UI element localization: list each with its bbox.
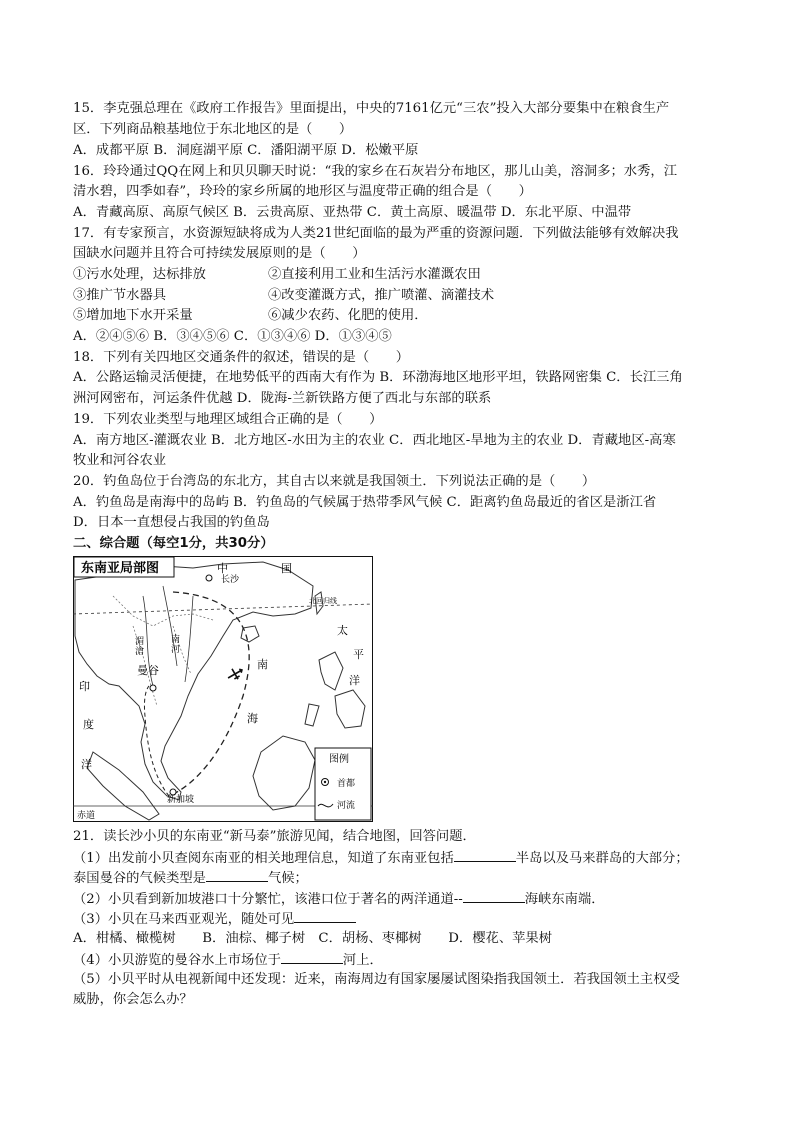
label-yin: 印 [79, 680, 90, 693]
q17-options: A．②④⑤⑥ B．③④⑤⑥ C．①③④⑥ D．①③④⑤ [73, 329, 392, 344]
q21-p4-text-b: 河上． [342, 953, 383, 968]
label-du: 度 [83, 718, 94, 731]
map-legend [315, 748, 371, 820]
q21-p1-text-b: 半岛以及马来群岛的大部分； [515, 851, 689, 866]
q17-item-5: ⑤增加地下水开采量 [73, 308, 193, 323]
q21-p4-text-a: （4）小贝游览的曼谷水上市场位于 [73, 953, 281, 968]
q21-p4-blank-river[interactable] [281, 950, 343, 964]
q21-part3 [73, 909, 356, 929]
q19-options-line2: 牧业和河谷农业 [73, 453, 167, 468]
q21-p2-text-b: 海峡东南端． [524, 892, 605, 907]
q15-stem-line2: 区．下列商品粮基地位于东北地区的是（ ） [73, 122, 353, 137]
q21-p3-blank-plants[interactable] [294, 909, 356, 923]
q16-options: A．青藏高原、高原气候区 B．云贵高原、亚热带 C．黄土高原、暖温带 D．东北平原、中温带 [73, 205, 632, 220]
q20-options-line1: A．钓鱼岛是南海中的岛屿 B．钓鱼岛的气候属于热带季风气候 C．距离钓鱼岛最近的省区是浙江省 [73, 495, 657, 510]
label-tropic: 北回归线 [309, 597, 337, 605]
q18-options-line1: A．公路运输灵活便捷，在地势低平的西南大有作为 B．环渤海地区地形平坦，铁路网密集 C．长江三角 [73, 370, 683, 385]
southeast-asia-map [73, 556, 373, 822]
legend-title: 图例 [329, 754, 349, 765]
q17-item-2: ②直接利用工业和生活污水灌溉农田 [268, 267, 481, 282]
q20-stem: 20．钓鱼岛位于台湾岛的东北方，其自古以来就是我国领土．下列说法正确的是（ ） [73, 474, 596, 489]
q21-p1-blank-climate[interactable] [206, 868, 268, 882]
q21-p3-text-a: （3）小贝在马来西亚观光，随处可见 [73, 912, 295, 927]
q17-stem-line2: 国缺水问题并且符合可持续发展原则的是（ ） [73, 246, 366, 261]
q21-p2-text-a: （2）小贝看到新加坡港口十分繁忙，该港口位于著名的两洋通道-- [73, 892, 463, 907]
q15-options: A．成都平原 B．洞庭湖平原 C．潘阳湖平原 D．松嫩平原 [73, 143, 419, 158]
q16-stem-line2: 清水碧，四季如春”，玲玲的家乡所属的地形区与温度带正确的组合是（ ） [73, 184, 532, 199]
label-singapore: 新加坡 [167, 795, 195, 805]
q18-options-line2: 洲河网密布，河运条件优越 D．陇海-兰新铁路方便了西北与东部的联系 [73, 391, 492, 406]
q21-part1-line1 [73, 848, 689, 868]
q18-stem: 18．下列有关四地区交通条件的叙述，错误的是（ ） [73, 350, 410, 365]
label-nanhe: 南 [171, 635, 181, 645]
label-nan: 南 [257, 658, 268, 671]
label-ping: 平 [353, 648, 364, 661]
q21-part5-line1: （5）小贝平时从电视新闻中还发现：近来，南海周边有国家屡屡试图染指我国领土．若我国领土主权受 [73, 972, 680, 987]
q19-options-line1: A．南方地区-灌溉农业 B．北方地区-水田为主的农业 C．西北地区-旱地为主的农业 D．青藏地区-高寒 [73, 433, 676, 448]
q19-stem: 19．下列农业类型与地理区域组合正确的是（ ） [73, 412, 383, 427]
legend-capital-label: 首都 [337, 779, 356, 789]
q21-intro: 21．读长沙小贝的东南亚“新马泰”旅游见闻，结合地图，回答问题． [73, 829, 476, 844]
label-lan: 湄 [135, 637, 145, 647]
label-yang2: 洋 [81, 758, 92, 771]
label-cang: 滄 [135, 647, 145, 657]
q21-p1-text-d: 气候； [267, 871, 308, 886]
q21-p2-blank-strait[interactable] [463, 889, 525, 903]
label-tai: 太 [337, 624, 348, 637]
legend-river-label: 河流 [337, 801, 356, 811]
map-title: 东南亚局部图 [81, 561, 160, 576]
q21-part3-options: A．柑橘、橄榄树 B．油棕、椰子树 C．胡杨、枣椰树 D．樱花、苹果树 [73, 931, 553, 946]
q15-stem-line1: 15．李克强总理在《政府工作报告》里面提出，中央的7161亿元“三农”投入大部分要集中在粮食生产 [73, 101, 670, 116]
q21-part1-line2 [73, 868, 308, 888]
q20-options-line2: D．日本一直想侵占我国的钓鱼岛 [73, 515, 270, 530]
label-yang: 洋 [349, 674, 360, 687]
q17-item-3: ③推广节水器具 [73, 288, 167, 303]
q17-item-4: ④改变灌溉方式，推广喷灌、滴灌技术 [268, 288, 495, 303]
q21-p1-text-a: （1）出发前小贝查阅东南亚的相关地理信息，知道了东南亚包括 [73, 851, 454, 866]
q17-item-1: ①污水处理，达标排放 [73, 267, 206, 282]
label-guo: 国 [281, 562, 292, 575]
q21-p1-text-c: 泰国曼谷的气候类型是 [73, 871, 206, 886]
label-he: 河 [171, 645, 181, 655]
section-2-title: 二、综合题（每空1分，共30分） [73, 536, 274, 551]
q21-part5-line2: 威胁，你会怎么办？ [73, 992, 193, 1007]
q21-part4 [73, 950, 383, 970]
label-equator: 赤道 [77, 811, 96, 821]
label-hai: 海 [247, 712, 258, 725]
q17-item-6: ⑥减少农药、化肥的使用． [268, 308, 428, 323]
q21-p1-blank-peninsula[interactable] [454, 848, 516, 862]
label-changsha: 长沙 [221, 575, 240, 585]
q17-stem-line1: 17．有专家预言，水资源短缺将成为人类21世纪面临的最为严重的资源问题．下列做法能够有效解决我 [73, 226, 679, 241]
label-mangu: 曼谷 [137, 664, 159, 677]
q16-stem-line1: 16．玲玲通过QQ在网上和贝贝聊天时说：“我的家乡在石灰岩分布地区，那儿山美，溶洞多；水秀，江 [73, 164, 677, 179]
label-zhong: 中 [217, 562, 228, 575]
q21-part2 [73, 889, 605, 909]
